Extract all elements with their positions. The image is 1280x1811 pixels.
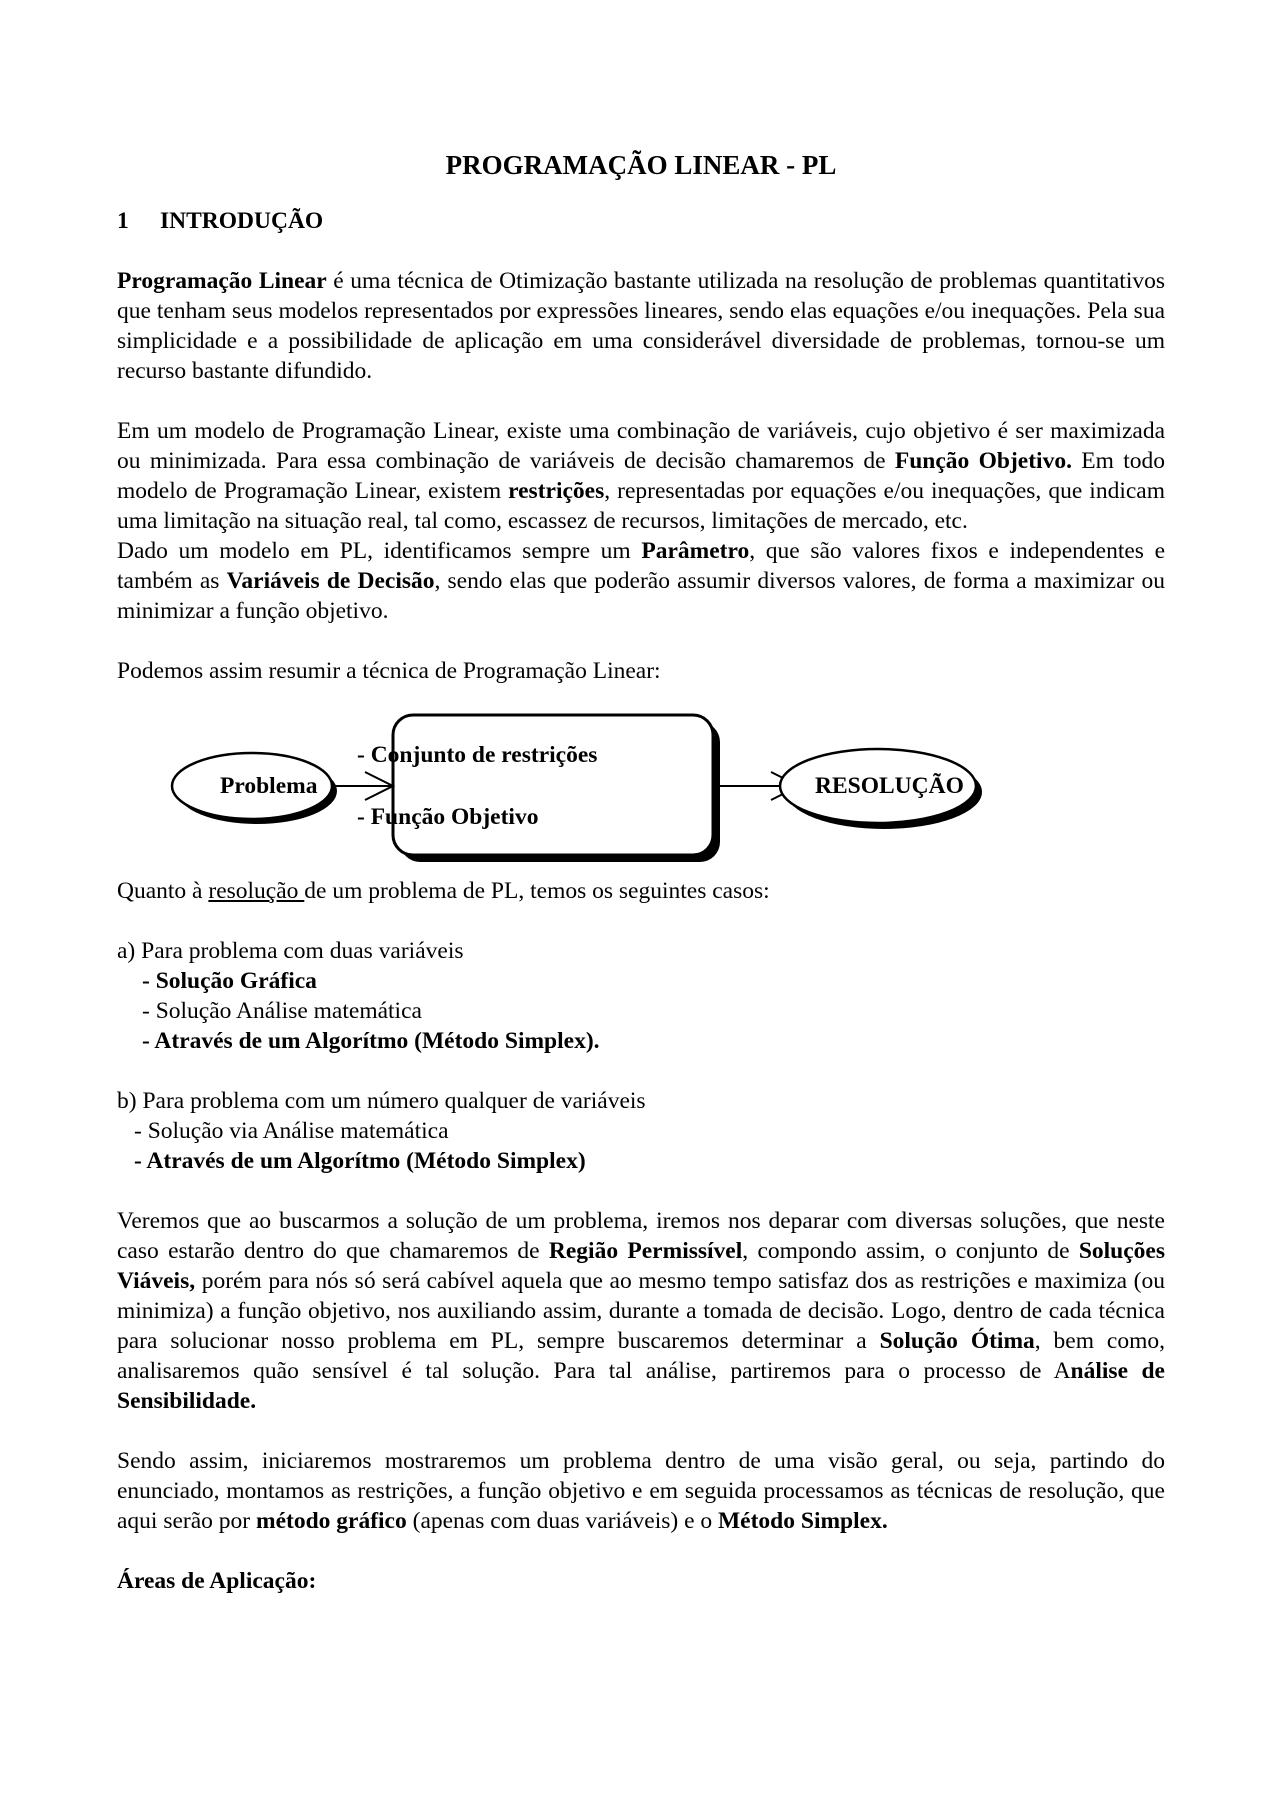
paragraph-text: , compondo assim, o conjunto de	[742, 1238, 1079, 1264]
paragraph-text: , representadas por equações e/ou inequações, que indicam uma limitação na situação real, tal como, escassez de recursos, limitações de mercado, etc.	[117, 478, 1165, 534]
section-number: 1	[117, 208, 129, 234]
bold-term: Método Simplex.	[718, 1508, 888, 1534]
paragraph-text: é uma técnica de Otimização bastante utilizada na resolução de problemas quantitativos que tenham seus modelos representados por expressões lineares, sendo elas equações e/ou inequações. Pela sua simplicidade e a possibilidade de aplicação em uma considerável diversidade de problemas, tornou-se um recurso bastante difundido.	[117, 268, 1165, 384]
constraints-label: - Conjunto de restrições	[357, 742, 598, 768]
document-title: PROGRAMAÇÃO LINEAR - PL	[445, 150, 837, 180]
resolution-label: RESOLUÇÃO	[815, 773, 964, 799]
problem-label: Problema	[220, 773, 318, 799]
paragraph-solutions	[117, 1206, 1165, 1416]
bold-term: Variáveis de Decisão	[226, 568, 435, 594]
case-a-heading: a) Para problema com duas variáveis	[117, 938, 464, 964]
case-a-item	[117, 996, 1165, 1026]
case-a-item-text: - Solução Gráfica	[142, 968, 317, 994]
section-heading	[117, 206, 1165, 236]
document-page	[117, 148, 1165, 1596]
bold-term: método gráfico	[256, 1508, 407, 1534]
paragraph-text: porém para nós só será cabível aquela que ao mesmo tempo satisfaz dos as restrições e maximiza (ou minimiza) a função objetivo, nos auxiliando assim, durante a tomada de decisão. Logo, dentro de cada técnica para solucionar nosso problema em PL, sempre buscaremos determinar a	[117, 1268, 1165, 1354]
paragraph-text: , bem como, analisaremos quão sensível é tal solução. Para tal análise, partiremos para o processo de A	[117, 1328, 1165, 1384]
paragraph-text: Em todo modelo de Programação Linear, existem	[117, 448, 1166, 504]
case-a-item	[117, 1026, 1165, 1056]
paragraph-summary-lead: Podemos assim resumir a técnica de Programação Linear:	[117, 658, 661, 684]
bold-term: Região Permissível	[548, 1238, 743, 1264]
paragraph-overview	[117, 1446, 1165, 1536]
paragraph-text: (apenas com duas variáveis) e o	[406, 1508, 718, 1534]
paragraph-text: , que são valores fixos e independentes e também as	[117, 538, 1165, 594]
paragraph-intro	[117, 266, 1165, 386]
paragraph-text: Em um modelo de Programação Linear, existe uma combinação de variáveis, cujo objetivo é ser maximizada ou minimizada. Para essa combinação de variáveis de decisão chamaremos de	[117, 418, 1165, 474]
case-a	[117, 936, 1165, 1056]
bold-term: nálise de Sensibilidade.	[117, 1358, 1165, 1414]
paragraph-text: Dado um modelo em PL, identificamos sempre um	[117, 538, 642, 564]
case-a-item-text: - Através de um Algorítmo (Método Simplex).	[142, 1028, 600, 1054]
bold-term: Programação Linear	[117, 268, 327, 294]
paragraph-text: Veremos que ao buscarmos a solução de um problema, iremos nos deparar com diversas soluções, que neste caso estarão dentro do que chamaremos de	[117, 1208, 1165, 1264]
underlined-term: resolução	[208, 878, 305, 904]
paragraph-text: Sendo assim, iniciaremos mostraremos um problema dentro de uma visão geral, ou seja, partindo do enunciado, montamos as restrições, a função objetivo e em seguida processamos as técnicas de resolução, que aqui serão por	[117, 1448, 1165, 1534]
process-box	[393, 715, 713, 855]
case-b-item-text: - Através de um Algorítmo (Método Simplex)	[134, 1148, 586, 1174]
paragraph-text: Quanto à	[117, 878, 209, 904]
case-b-heading: b) Para problema com um número qualquer de variáveis	[117, 1088, 646, 1114]
paragraph-text: de um problema de PL, temos os seguintes casos:	[304, 878, 770, 904]
pl-diagram	[117, 700, 1165, 870]
case-b	[117, 1086, 1165, 1176]
paragraph-objective	[117, 416, 1165, 536]
bold-term: Parâmetro	[641, 538, 750, 564]
objective-label: - Função Objetivo	[357, 804, 539, 830]
paragraph-text: , sendo elas que poderão assumir diversos valores, de forma a maximizar ou minimizar a função objetivo.	[117, 568, 1165, 624]
case-a-item-text: - Solução Análise matemática	[142, 998, 422, 1024]
bold-term: Soluções Viáveis,	[117, 1238, 1165, 1294]
section-title: INTRODUÇÃO	[160, 208, 324, 234]
case-a-item	[117, 966, 1165, 996]
bold-term: Função Objetivo.	[894, 448, 1072, 474]
bold-term: Solução Ótima	[879, 1328, 1035, 1354]
bold-term: restrições	[508, 478, 605, 504]
areas-heading	[117, 1566, 1165, 1596]
case-b-item-text: - Solução via Análise matemática	[134, 1118, 449, 1144]
paragraph-parameters	[117, 536, 1165, 626]
case-b-item	[117, 1146, 1165, 1176]
case-b-item	[117, 1116, 1165, 1146]
areas-heading-text: Áreas de Aplicação:	[117, 1568, 317, 1594]
paragraph-resolution	[117, 876, 1165, 906]
